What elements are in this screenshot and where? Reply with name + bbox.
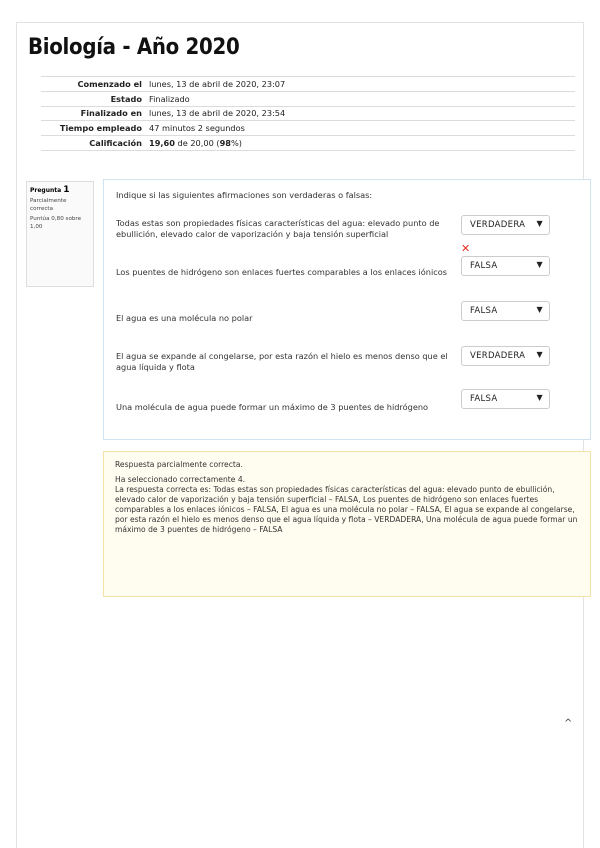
- summary-value: Finalizado: [149, 93, 190, 104]
- statement-3-select[interactable]: [461, 301, 550, 321]
- statement-1-select[interactable]: [461, 215, 550, 235]
- general-feedback: Respuesta parcialmente correcta.: [115, 460, 243, 469]
- grade-percent-suffix: %): [231, 138, 242, 149]
- question-status: Parcialmente correcta: [30, 198, 67, 212]
- dropdown-arrow-icon: ▼: [536, 219, 543, 228]
- selected-value: FALSA: [470, 306, 498, 316]
- summary-row-time-taken: [41, 121, 575, 136]
- summary-value: [146, 136, 575, 151]
- summary-label: Estado: [110, 93, 142, 104]
- statement-4-select[interactable]: [461, 346, 550, 366]
- question-info-box: [26, 181, 94, 287]
- statement-5-select[interactable]: [461, 389, 550, 409]
- statement-5-text: Una molécula de agua puede formar un máximo de 3 puentes de hidrógeno: [116, 402, 429, 412]
- scroll-to-top-icon[interactable]: ^: [564, 718, 573, 729]
- summary-label: Tiempo empleado: [59, 123, 142, 134]
- summary-label: Calificación: [89, 138, 142, 149]
- question-feedback: [103, 451, 591, 597]
- selected-value: FALSA: [470, 394, 498, 404]
- statement-2-text: Los puentes de hidrógeno son enlaces fuertes comparables a los enlaces iónicos: [116, 267, 448, 277]
- summary-label: Finalizado en: [80, 108, 142, 119]
- correct-answer-feedback: La respuesta correcta es: Todas estas son propiedades físicas características del agua: elevado punto de ebullición, elevado calor de vaporización y baja tensión superficial – FALSA, Los puentes de hidrógeno son enlaces fuertes comparables a los enlaces iónicos – FALSA, El agua es una molécula no polar – FALSA, El agua se expande al congelarse, por esta razón el hielo es menos denso que el agua líquida y flota – VERDADERA, Una molécula de agua puede formar un máximo de 3 puentes de hidrógeno – FALSA: [115, 485, 578, 534]
- question-number-value: 1: [63, 185, 70, 195]
- dropdown-arrow-icon: ▼: [536, 260, 543, 269]
- summary-value: 47 minutos 2 segundos: [149, 123, 245, 134]
- summary-row-started: [41, 77, 575, 92]
- summary-value: lunes, 13 de abril de 2020, 23:07: [149, 78, 286, 89]
- statement-1-text: Todas estas son propiedades físicas características del agua: elevado punto de ebullición, elevado calor de vaporización y baja tensión superficial: [116, 218, 440, 239]
- statement-2-select[interactable]: [461, 256, 550, 276]
- summary-row-state: [41, 91, 575, 106]
- question-formulation: [103, 179, 591, 440]
- question-score: Puntúa 0,80 sobre 1,00: [30, 216, 82, 230]
- selected-value: FALSA: [470, 261, 498, 271]
- attempt-summary-table: [41, 76, 575, 151]
- selected-value: VERDADERA: [470, 220, 526, 230]
- grade-percent: 98: [219, 138, 231, 149]
- grade-score: 19,60: [149, 138, 175, 149]
- summary-value: lunes, 13 de abril de 2020, 23:54: [149, 108, 286, 119]
- selected-value: VERDADERA: [470, 351, 526, 361]
- page-title: Biología - Año 2020: [28, 35, 240, 60]
- quiz-review-page: [16, 22, 584, 848]
- question-label: Pregunta: [30, 187, 62, 194]
- statement-3-text: El agua es una molécula no polar: [116, 313, 253, 323]
- dropdown-arrow-icon: ▼: [536, 350, 543, 359]
- summary-row-grade: [41, 136, 575, 151]
- question-prompt: Indique si las siguientes afirmaciones son verdaderas o falsas:: [116, 190, 373, 200]
- selected-feedback: Ha seleccionado correctamente 4.: [115, 475, 246, 484]
- dropdown-arrow-icon: ▼: [536, 393, 543, 402]
- statement-4-text: El agua se expande al congelarse, por esta razón el hielo es menos denso que el agua líquida y flota: [116, 351, 448, 372]
- summary-label: Comenzado el: [77, 78, 142, 89]
- summary-row-completed: [41, 106, 575, 121]
- incorrect-icon: ✕: [461, 242, 471, 255]
- grade-max: de 20,00 (: [174, 138, 220, 149]
- dropdown-arrow-icon: ▼: [536, 305, 543, 314]
- question-number: [30, 186, 90, 195]
